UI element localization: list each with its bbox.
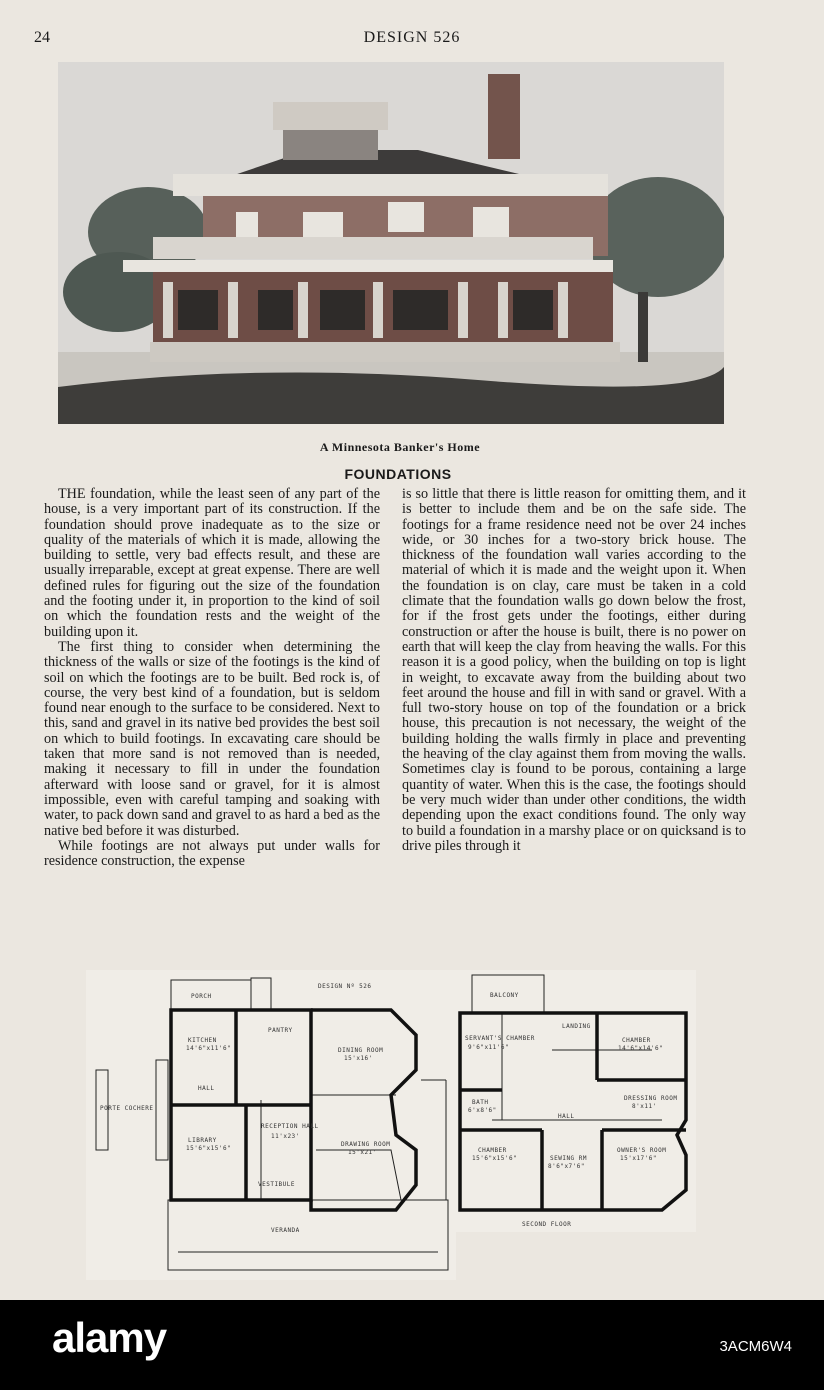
text-column-right [402,487,746,854]
bath-label: BATH [472,1099,489,1106]
drawing-room-label: DRAWING ROOM [341,1141,391,1148]
second-floor-caption: SECOND FLOOR [522,1221,572,1228]
bath-size-label: 6'x8'6" [468,1107,497,1114]
house-drawing [58,62,724,424]
servants-size-label: 9'6"x11'6" [468,1044,510,1051]
first-floor-plan [86,970,456,1280]
second-floor-plan [452,970,696,1232]
porch-label: PORCH [191,993,212,1000]
chamber-sw-label: CHAMBER [478,1147,507,1154]
image-reference: 3ACM6W4 [719,1338,792,1355]
reception-hall-label: RECEPTION HALL [261,1123,319,1130]
paragraph: THE foundation, while the least seen of any part of the house, is a very important part of its construction. If the foundation should prove inadequate as to the size or quality of the materials of which it is made, allowing the building to settle, very bad effects result, and these are usually irreparable, except at great expense. There are well defined rules for figuring out the size of the foundation and the footing under it, in proportion to the kind of soil on which the foundation rests and the weight of the building upon it. [44,486,380,640]
sewing-room-label: SEWING RM [550,1155,588,1162]
landing-label: LANDING [562,1023,591,1030]
house-illustration [58,62,724,424]
dressing-room-label: DRESSING ROOM [624,1095,678,1102]
second-floor-drawing [452,970,696,1232]
text-column-left [44,487,380,869]
library-label: LIBRARY [188,1137,217,1144]
hall-label-2f: HALL [558,1113,575,1120]
first-floor-drawing [86,970,456,1280]
page-number: 24 [34,29,50,46]
dressing-size-label: 8'x11' [632,1103,657,1110]
chamber-ne-label: CHAMBER [622,1037,651,1044]
porte-cochere-label: PORTE COCHERE [100,1105,154,1112]
owners-size-label: 15'x17'6" [620,1155,658,1162]
servants-chamber-label: SERVANT'S CHAMBER [465,1035,535,1042]
hall-label: HALL [198,1085,215,1092]
kitchen-size-label: 14'6"x11'6" [186,1045,232,1052]
paragraph: While footings are not always put under walls for residence construction, the expense [44,837,380,870]
balcony-label: BALCONY [490,992,519,999]
dining-size-label: 15'x16' [344,1055,373,1062]
design-title: DESIGN 526 [363,29,461,46]
owners-room-label: OWNER'S ROOM [617,1147,667,1154]
library-size-label: 15'6"x15'6" [186,1145,232,1152]
veranda-label: VERANDA [271,1227,300,1234]
brand-logo: alamy [52,1314,167,1361]
design-number-label: DESIGN Nº 526 [318,983,372,990]
vestibule-label: VESTIBULE [258,1181,296,1188]
paragraph: The first thing to consider when determining the thickness of the walls or size of the footings is the kind of soil on which the footings are to be built. Bed rock is, of course, the very best kind of a foundation, but is seldom found near enough to the surface to be considered. Next to this, sand and gravel in its native bed provides the best soil on which to build footings. In excavating care should be taken that more sand is not removed than is needed, making it necessary to fill in under the foundation afterward with loose sand or gravel, for it is almost impossible, even with careful tamping and soaking with water, to pack down sand and gravel to as hard a bed as the native bed before it was disturbed. [44,638,380,839]
dining-room-label: DINING ROOM [338,1047,384,1054]
sewing-size-label: 8'6"x7'6" [548,1163,586,1170]
section-heading: FOUNDATIONS [344,466,452,482]
reception-size-label: 11'x23' [271,1133,300,1140]
paragraph: is so little that there is little reason for omitting them, and it is better to include them and be on the safe side. The footings for a frame residence need not be over 24 inches wide, or 30 inches for a two-story brick house. The thickness of the foundation wall varies according to the material of which it is made and the weight upon it. When the foundation is on clay, care must be taken in a cold climate that the foundation walls go down below the frost, for if the frost gets under the footings, either during construction or after the house is built, there is no power on earth that will keep the clay from heaving the walls. For this reason it is a good policy, when the building on top is light in weight, to excavate away from the building about two feet around the house and fill in with sand or gravel. With a full two-story house on top of the foundation or a brick house, this precaution is not necessary, the weight of the building holding the walls firmly in place and preventing the heaving of the clay against them from moving the walls. Sometimes clay is found to be porous, containing a large quantity of water. When this is the case, the footings should be very much wider than under other conditions, the width depending upon the exact conditions found. The only way to build a foundation in a marshy place or on quicksand is to drive piles through it [402,486,746,854]
kitchen-label: KITCHEN [188,1037,217,1044]
chamber-ne-size-label: 14'6"x14'6" [618,1045,664,1052]
illustration-caption: A Minnesota Banker's Home [319,440,481,454]
chamber-sw-size-label: 15'6"x15'6" [472,1155,518,1162]
drawing-size-label: 15'x21' [348,1149,377,1156]
pantry-label: PANTRY [268,1027,293,1034]
